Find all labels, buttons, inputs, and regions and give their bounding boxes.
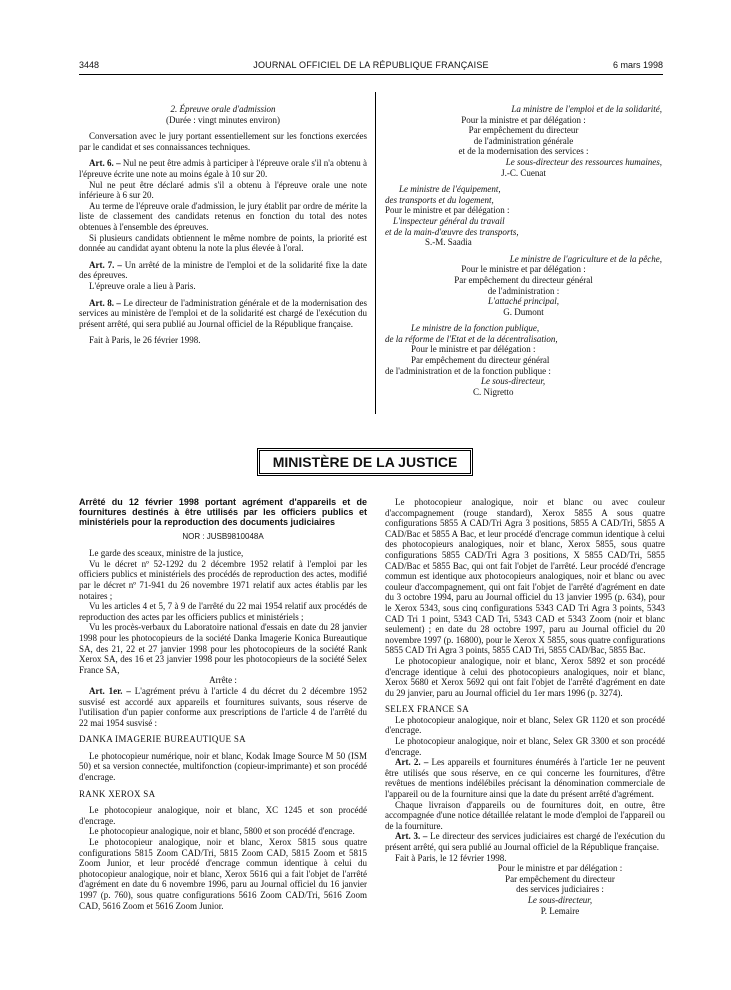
signature-line: Le sous-directeur, (481, 376, 546, 387)
signature-line: Pour le ministre et par délégation : (411, 344, 536, 355)
header-rule (79, 74, 663, 75)
issue-date: 6 mars 1998 (612, 60, 663, 70)
top-left-column (79, 104, 367, 346)
journal-title: JOURNAL OFFICIEL DE LA RÉPUBLIQUE FRANÇAISE (253, 60, 489, 70)
paragraph: Le photocopieur analogique, noir et blanc, XC 1245 et son procédé d'encrage. (79, 805, 367, 826)
paragraph: Au terme de l'épreuve orale d'admission, le jury établit par ordre de mérite la liste de classement des candidats retenus en fonction du total des notes obtenues à l'ensemble des épreuves. (79, 200, 367, 232)
page-number: 3448 (79, 60, 100, 70)
signatory-name: G. Dumont (503, 306, 544, 317)
section-heading: 2. Épreuve orale d'admission (170, 104, 276, 114)
signatory-name: S.-M. Saadia (425, 237, 472, 248)
article-2: Art. 2. – Les appareils et fournitures énumérés à l'article 1er ne peuvent être utilisés que sous réserve, en ce qui concerne les fournitures, d'être revêtues de mentions indélébiles précisant la dénomination commerciale de l'appareil ou de la fourniture ainsi que la date du présent arrêté d'agrément. (385, 757, 665, 800)
signature-line: Pour le ministre et par délégation : (385, 205, 510, 216)
signature-line: Par empêchement du directeur (505, 873, 615, 884)
paragraph: Vu les procès-verbaux du Laboratoire national d'essais en date du 28 janvier 1998 pour les photocopieurs de la société Danka Imagerie Konica Bureautique SA, des 21, 22 et 27 janvier 1998 pour les photocopieurs de la société Rank Xerox SA, des 16 et 23 janvier 1998 pour les photocopieurs de la société Selex France SA, (79, 622, 367, 675)
signing-place-date: Fait à Paris, le 12 février 1998. (395, 852, 507, 863)
signature-line: de l'administration : (487, 285, 560, 296)
page-header (79, 60, 663, 74)
paragraph: Nul ne peut être déclaré admis s'il a obtenu à l'épreuve orale une note inférieure à 6 sur 20. (79, 179, 367, 201)
signature-line: Le sous-directeur des ressources humaines, (505, 156, 662, 167)
article-3: Art. 3. – Le directeur des services judiciaires est chargé de l'exécution du présent arrêté, qui sera publié au Journal officiel de la République française. (385, 831, 665, 852)
paragraph: Le garde des sceaux, ministre de la justice, (89, 548, 244, 559)
company-heading: DANKA IMAGERIE BUREAUTIQUE SA (79, 734, 246, 745)
company-heading: SELEX FRANCE SA (385, 704, 470, 715)
signature-line: Par empêchement du directeur général (411, 355, 550, 366)
paragraph: Le photocopieur analogique, noir et blanc, Selex GR 1120 et son procédé d'encrage. (385, 714, 665, 736)
signature-line: L'attaché principal, (488, 296, 559, 307)
paragraph: Si plusieurs candidats obtiennent le même nombre de points, la priorité est donnée au candidat ayant obtenu la note la plus élevée à l'oral. (79, 232, 367, 254)
top-right-signatures (385, 104, 662, 397)
signature-line: Par empêchement du directeur général (454, 274, 593, 285)
signature-line: Le ministre de l'agriculture et de la pêche, (509, 253, 662, 264)
arrete-title: Arrêté du 12 février 1998 portant agrément d'appareils et de fournitures destinés à être utilisés par les officiers publics et ministériels pour la reproduction des documents judiciaires (79, 497, 367, 528)
signature-line: de l'administration et de la fonction publique : (385, 365, 551, 376)
paragraph: Le photocopieur analogique, noir et blanc ou avec couleur d'accompagnement (rouge standard), Xerox 5855 A sous quatre configurations 5855 A CAD/Tri Agra 3 positions, 5855 A CAD/Tri, 5855 A CAD/Bac et 5855 A Bac, et leur procédé d'encrage commun identique à celui des photocopieurs analogiques, noir et blanc, Xerox 5855, sous quatre configurations 5855 CAD/Tri Agra 3 positions, X 5855 CAD/Tri, 5855 CAD/Bac et 5855 Bac, qui ont fait l'objet de l'arrêté. Leur procédé d'encrage commun est identique aux photocopieurs analogiques, noir et blanc ou avec couleur d'accompagnement, qui ont fait l'objet de l'arrêté d'agrément en date du 3 octobre 1994, paru au Journal officiel du 13 janvier 1995 (p. 634), pour le Xerox 5343, sous cinq configurations 5343 CAD Tri Agra 3 points, 5343 CAD Tri 1 point, 5343 CAD Tri, 5343 CAD et 5343 Zoom (noir et blanc seulement) ; en date du 28 octobre 1997, paru au Journal officiel du 20 novembre 1997 (p. 16800), pour le Xerox X 5855, sous quatre configurations 5855 CAD Tri Agra 3 points, 5855 CAD Tri, 5855 CAD/Bac, 5855 Bac. (385, 497, 665, 656)
paragraph: Conversation avec le jury portant essentiellement sur les fonctions exercées par le candidat et ses connaissances techniques. (79, 131, 367, 152)
signature-line: des services judiciaires : (516, 884, 604, 895)
paragraph: Le photocopieur analogique, noir et blanc, Selex GR 3300 et son procédé d'encrage. (385, 736, 665, 757)
signature-line: L'inspecteur général du travail (393, 215, 505, 226)
signature-line: et de la main-d'œuvre des transports, (385, 226, 519, 237)
signature-line: Pour le ministre et par délégation : (497, 863, 623, 874)
article-7: Art. 7. – Un arrêté de la ministre de l'emploi et de la solidarité fixe la date des épreuves. (79, 259, 368, 281)
section-subheading: (Durée : vingt minutes environ) (166, 114, 280, 125)
paragraph: Le photocopieur analogique, noir et blanc, 5800 et son procédé d'encrage. (89, 826, 355, 837)
article-1: Art. 1er. – L'agrément prévu à l'article 4 du décret du 2 décembre 1952 susvisé est accordé aux appareils et fournitures suivants, sous réserve de l'utilisation d'un papier conforme aux prescriptions de l'article 4 de l'arrêté du 22 mai 1954 susvisé : (79, 685, 368, 728)
bottom-right-column (385, 497, 665, 916)
paragraph: Le photocopieur analogique, noir et blanc, Xerox 5892 et son procédé d'encrage identique à celui des photocopieurs analogiques, noir et blanc, Xerox 5680 et Xerox 5692 qui ont fait l'objet de l'arrêté d'agrément en date du 29 janvier, paru au Journal officiel du 1er mars 1996 (p. 3274). (385, 655, 665, 698)
signatory-name: P. Lemaire (540, 905, 580, 916)
signatory-name: J.-C. Cuenat (501, 167, 546, 178)
bottom-signature-block (385, 863, 665, 916)
nor-reference: NOR : JUSB9810048A (182, 531, 264, 541)
paragraph: L'épreuve orale a lieu à Paris. (89, 280, 196, 291)
signature-line: Le ministre de l'équipement, (399, 184, 501, 195)
signature-line: de l'administration générale (473, 135, 574, 146)
arrete-keyword: Arrête : (209, 675, 237, 686)
signature-line: de la réforme de l'Etat et de la décentralisation, (385, 333, 558, 344)
paragraph: Le photocopieur numérique, noir et blanc, Kodak Image Source M 50 (ISM 50) et sa version connectée, multifonction (copieur-imprimante) et son procédé d'encrage. (79, 750, 367, 783)
paragraph: Chaque livraison d'appareils ou de fournitures doit, en outre, être accompagnée d'une notice détaillée relatant le mode d'emploi de l'appareil ou de la fourniture. (385, 799, 665, 831)
signature-line: Pour le ministre et par délégation : (461, 264, 586, 275)
paragraph: Vu le décret nº 52-1292 du 2 décembre 1952 relatif à l'emploi par les officiers publics et ministériels des procédés de reproduction des actes, modifié par le décret nº 71-941 du 26 novembre 1971 relatif aux actes établis par les notaires ; (79, 558, 367, 601)
column-divider (375, 92, 376, 414)
bottom-left-column (79, 497, 367, 911)
company-heading: RANK XEROX SA (79, 788, 156, 799)
signature-line: La ministre de l'emploi et de la solidarité, (511, 104, 662, 114)
article-8: Art. 8. – Le directeur de l'administration générale et de la modernisation des services au ministère de l'emploi et de la solidarité est chargé de l'exécution du présent arrêté, qui sera publié au Journal officiel de la République française. (79, 297, 367, 329)
signatory-name: C. Nigretto (473, 386, 514, 397)
signing-place-date: Fait à Paris, le 26 février 1998. (89, 335, 201, 346)
signature-line: Le sous-directeur, (527, 894, 593, 905)
paragraph: Le photocopieur analogique, noir et blanc, Xerox 5815 sous quatre configurations 5815 Zoom CAD/Tri, 5815 Zoom CAD, 5815 Zoom et 5815 Zoom Junior, et leur procédé d'encrage commun identique à celui du photocopieur analogique, noir et blanc, Xerox 5616 qui a fait l'objet de l'arrêté d'agrément en date du 6 novembre 1996, paru au Journal officiel du 16 janvier 1997 (p. 760), sous quatre configurations 5616 Zoom CAD/Tri, 5616 Zoom CAD, 5616 Zoom et 5616 Zoom Junior. (79, 837, 367, 911)
signature-line: et de la modernisation des services : (458, 146, 589, 157)
signature-line: Le ministre de la fonction publique, (411, 323, 540, 334)
article-6: Art. 6. – Nul ne peut être admis à participer à l'épreuve orale s'il n'a obtenu à l'épreuve écrite une note au moins égale à 10 sur 20. (79, 158, 368, 179)
paragraph: Vu les articles 4 et 5, 7 à 9 de l'arrêté du 22 mai 1954 relatif aux procédés de reproduction des actes par les officiers publics et ministériels ; (79, 601, 367, 622)
signature-line: Pour la ministre et par délégation : (461, 114, 586, 125)
signature-line: Par empêchement du directeur (468, 125, 579, 136)
ministry-banner: MINISTÈRE DE LA JUSTICE (257, 448, 473, 476)
signature-line: des transports et du logement, (385, 194, 494, 205)
